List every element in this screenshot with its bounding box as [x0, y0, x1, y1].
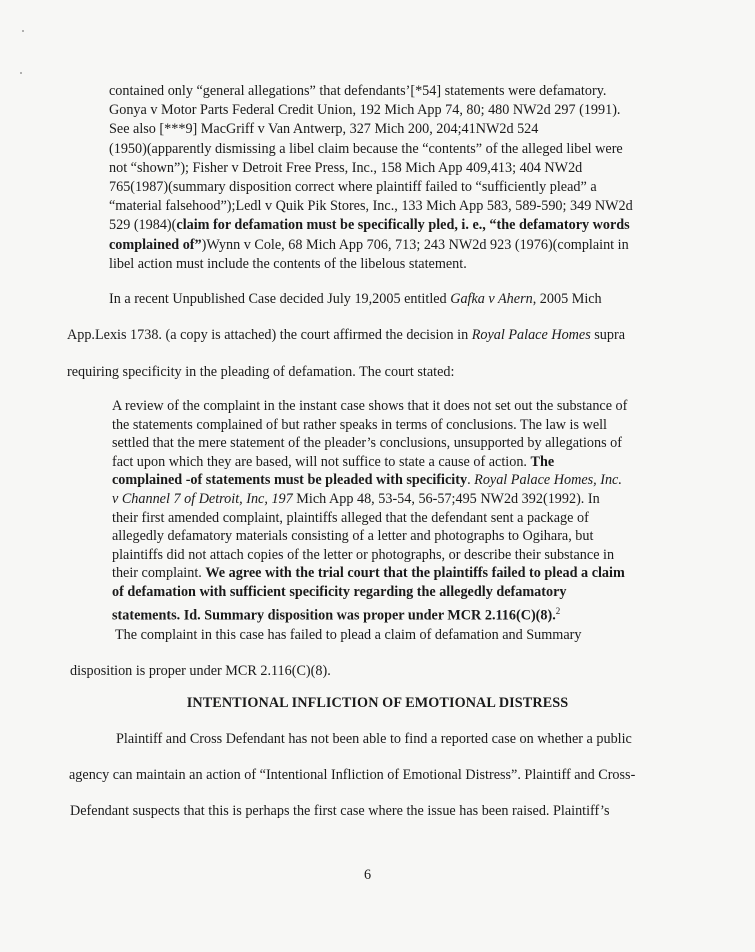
text-line — [112, 416, 627, 435]
text-run: the statements complained of but rather speaks in terms of conclusions. The law is well — [112, 416, 607, 433]
block-quote-citations — [109, 82, 633, 274]
bold-text: complained of” — [109, 236, 202, 253]
text-run: “material falsehood”);Ledl v Quik Pik Stores, Inc., 133 Mich App 583, 589-590; 349 NW2d — [109, 198, 633, 215]
text-line — [112, 583, 627, 602]
text-run: 529 (1984)( — [109, 217, 177, 234]
text-run: agency can maintain an action of “Intentional Infliction of Emotional Distress”. Plaintiff and Cross- — [69, 767, 636, 783]
text-run: their complaint. — [112, 565, 206, 582]
text-run: The complaint in this case has failed to plead a claim of defamation and Summary — [115, 627, 582, 643]
text-line — [112, 546, 627, 565]
text-line — [109, 236, 633, 255]
italic-citation: v Channel 7 of Detroit, Inc, 197 — [112, 490, 293, 507]
text-run: Gonya v Motor Parts Federal Credit Union, 192 Mich App 74, 80; 480 NW2d 297 (1991). — [109, 102, 621, 119]
text-run: settled that the mere statement of the pleader’s conclusions, unsupported by allegations of — [112, 435, 622, 452]
text-line — [112, 490, 627, 509]
text-run: (1950)(apparently dismissing a libel claim because the “contents” of the alleged libel were — [109, 140, 623, 157]
text-line — [109, 197, 633, 216]
scan-speck — [20, 72, 22, 74]
footnote-marker: 2 — [555, 605, 561, 616]
text-run: fact upon which they are based, will not suffice to state a cause of action. — [112, 453, 531, 470]
text-run: A review of the complaint in the instant case shows that it does not set out the substance of — [112, 398, 628, 414]
text-run: plaintiffs did not attach copies of the letter or photographs, or describe their substance in — [112, 546, 615, 563]
text-line — [112, 509, 627, 528]
bold-text: complained -of statements must be pleaded with specificity — [112, 472, 468, 489]
italic-citation: Gafka v Ahern — [450, 291, 533, 307]
text-run: not “shown”); Fisher v Detroit Free Press, Inc., 158 Mich App 409,413; 404 NW2d — [109, 159, 583, 176]
text-line — [109, 255, 633, 274]
text-line — [109, 216, 633, 235]
text-run: supra — [590, 327, 626, 343]
text-line — [112, 434, 627, 453]
italic-citation: Royal Palace Homes, Inc. — [474, 472, 622, 489]
bold-text: of defamation with sufficient specificity regarding the allegedly defamatory — [112, 583, 567, 600]
text-line — [109, 140, 633, 159]
text-line — [70, 803, 610, 820]
text-run: contained only “general allegations” that defendants’[*54] statements were defamatory. — [109, 83, 607, 99]
text-line — [69, 767, 635, 784]
text-run: , 2005 Mich — [532, 291, 602, 307]
text-line — [112, 397, 627, 416]
text-line — [109, 291, 602, 308]
text-line — [112, 527, 627, 546]
text-run: their first amended complaint, plaintiffs alleged that the defendant sent a package of — [112, 509, 589, 526]
text-run: . — [467, 472, 475, 489]
text-line — [112, 564, 627, 583]
text-line — [67, 364, 454, 381]
text-run: In a recent Unpublished Case decided July 19,2005 entitled — [109, 291, 451, 307]
scan-speck — [22, 30, 24, 32]
text-line — [109, 82, 633, 101]
page-number: 6 — [363, 867, 372, 883]
text-line — [109, 159, 633, 178]
text-line — [109, 178, 633, 197]
text-run: disposition is proper under MCR 2.116(C)(8). — [70, 663, 331, 679]
text-line — [112, 602, 627, 625]
bold-text: The — [530, 453, 555, 470]
text-line — [67, 327, 625, 344]
text-run: requiring specificity in the pleading of defamation. The court stated: — [67, 364, 455, 380]
text-run: See also [***9] MacGriff v Van Antwerp, 327 Mich 200, 204;41NW2d 524 — [109, 121, 539, 138]
text-run: libel action must include the contents of the libelous statement. — [109, 255, 467, 272]
text-run: 765(1987)(summary disposition correct where plaintiff failed to “sufficiently plead” a — [109, 179, 597, 196]
block-quote-gafka — [112, 397, 627, 625]
text-line — [112, 453, 627, 472]
text-run: Plaintiff and Cross Defendant has not been able to find a reported case on whether a public — [116, 731, 632, 747]
text-line — [116, 731, 632, 748]
text-line — [112, 471, 627, 490]
text-line — [115, 627, 581, 644]
text-run: )Wynn v Cole, 68 Mich App 706, 713; 243 NW2d 923 (1976)(complaint in — [201, 236, 629, 253]
bold-text: claim for defamation must be specifically pled, i. e., “the defamatory words — [176, 217, 630, 234]
bold-text: We agree with the trial court that the plaintiffs failed to plead a claim — [205, 565, 625, 582]
text-run: allegedly defamatory materials consisting of a letter and photographs to Ogihara, but — [112, 528, 594, 545]
section-heading: INTENTIONAL INFLICTION OF EMOTIONAL DISTRESS — [186, 695, 569, 711]
text-run: Defendant suspects that this is perhaps the first case where the issue has been raised. Plaintiff’s — [70, 803, 610, 819]
text-line — [109, 101, 633, 120]
text-run: Mich App 48, 53-54, 56-57;495 NW2d 392(1992). In — [292, 490, 600, 507]
text-line — [109, 120, 633, 139]
bold-text: statements. Id. Summary disposition was proper under MCR 2.116(C)(8). — [112, 607, 556, 624]
italic-citation: Royal Palace Homes — [471, 327, 591, 343]
text-line — [70, 663, 331, 680]
text-run: App.Lexis 1738. (a copy is attached) the court affirmed the decision in — [67, 327, 472, 343]
